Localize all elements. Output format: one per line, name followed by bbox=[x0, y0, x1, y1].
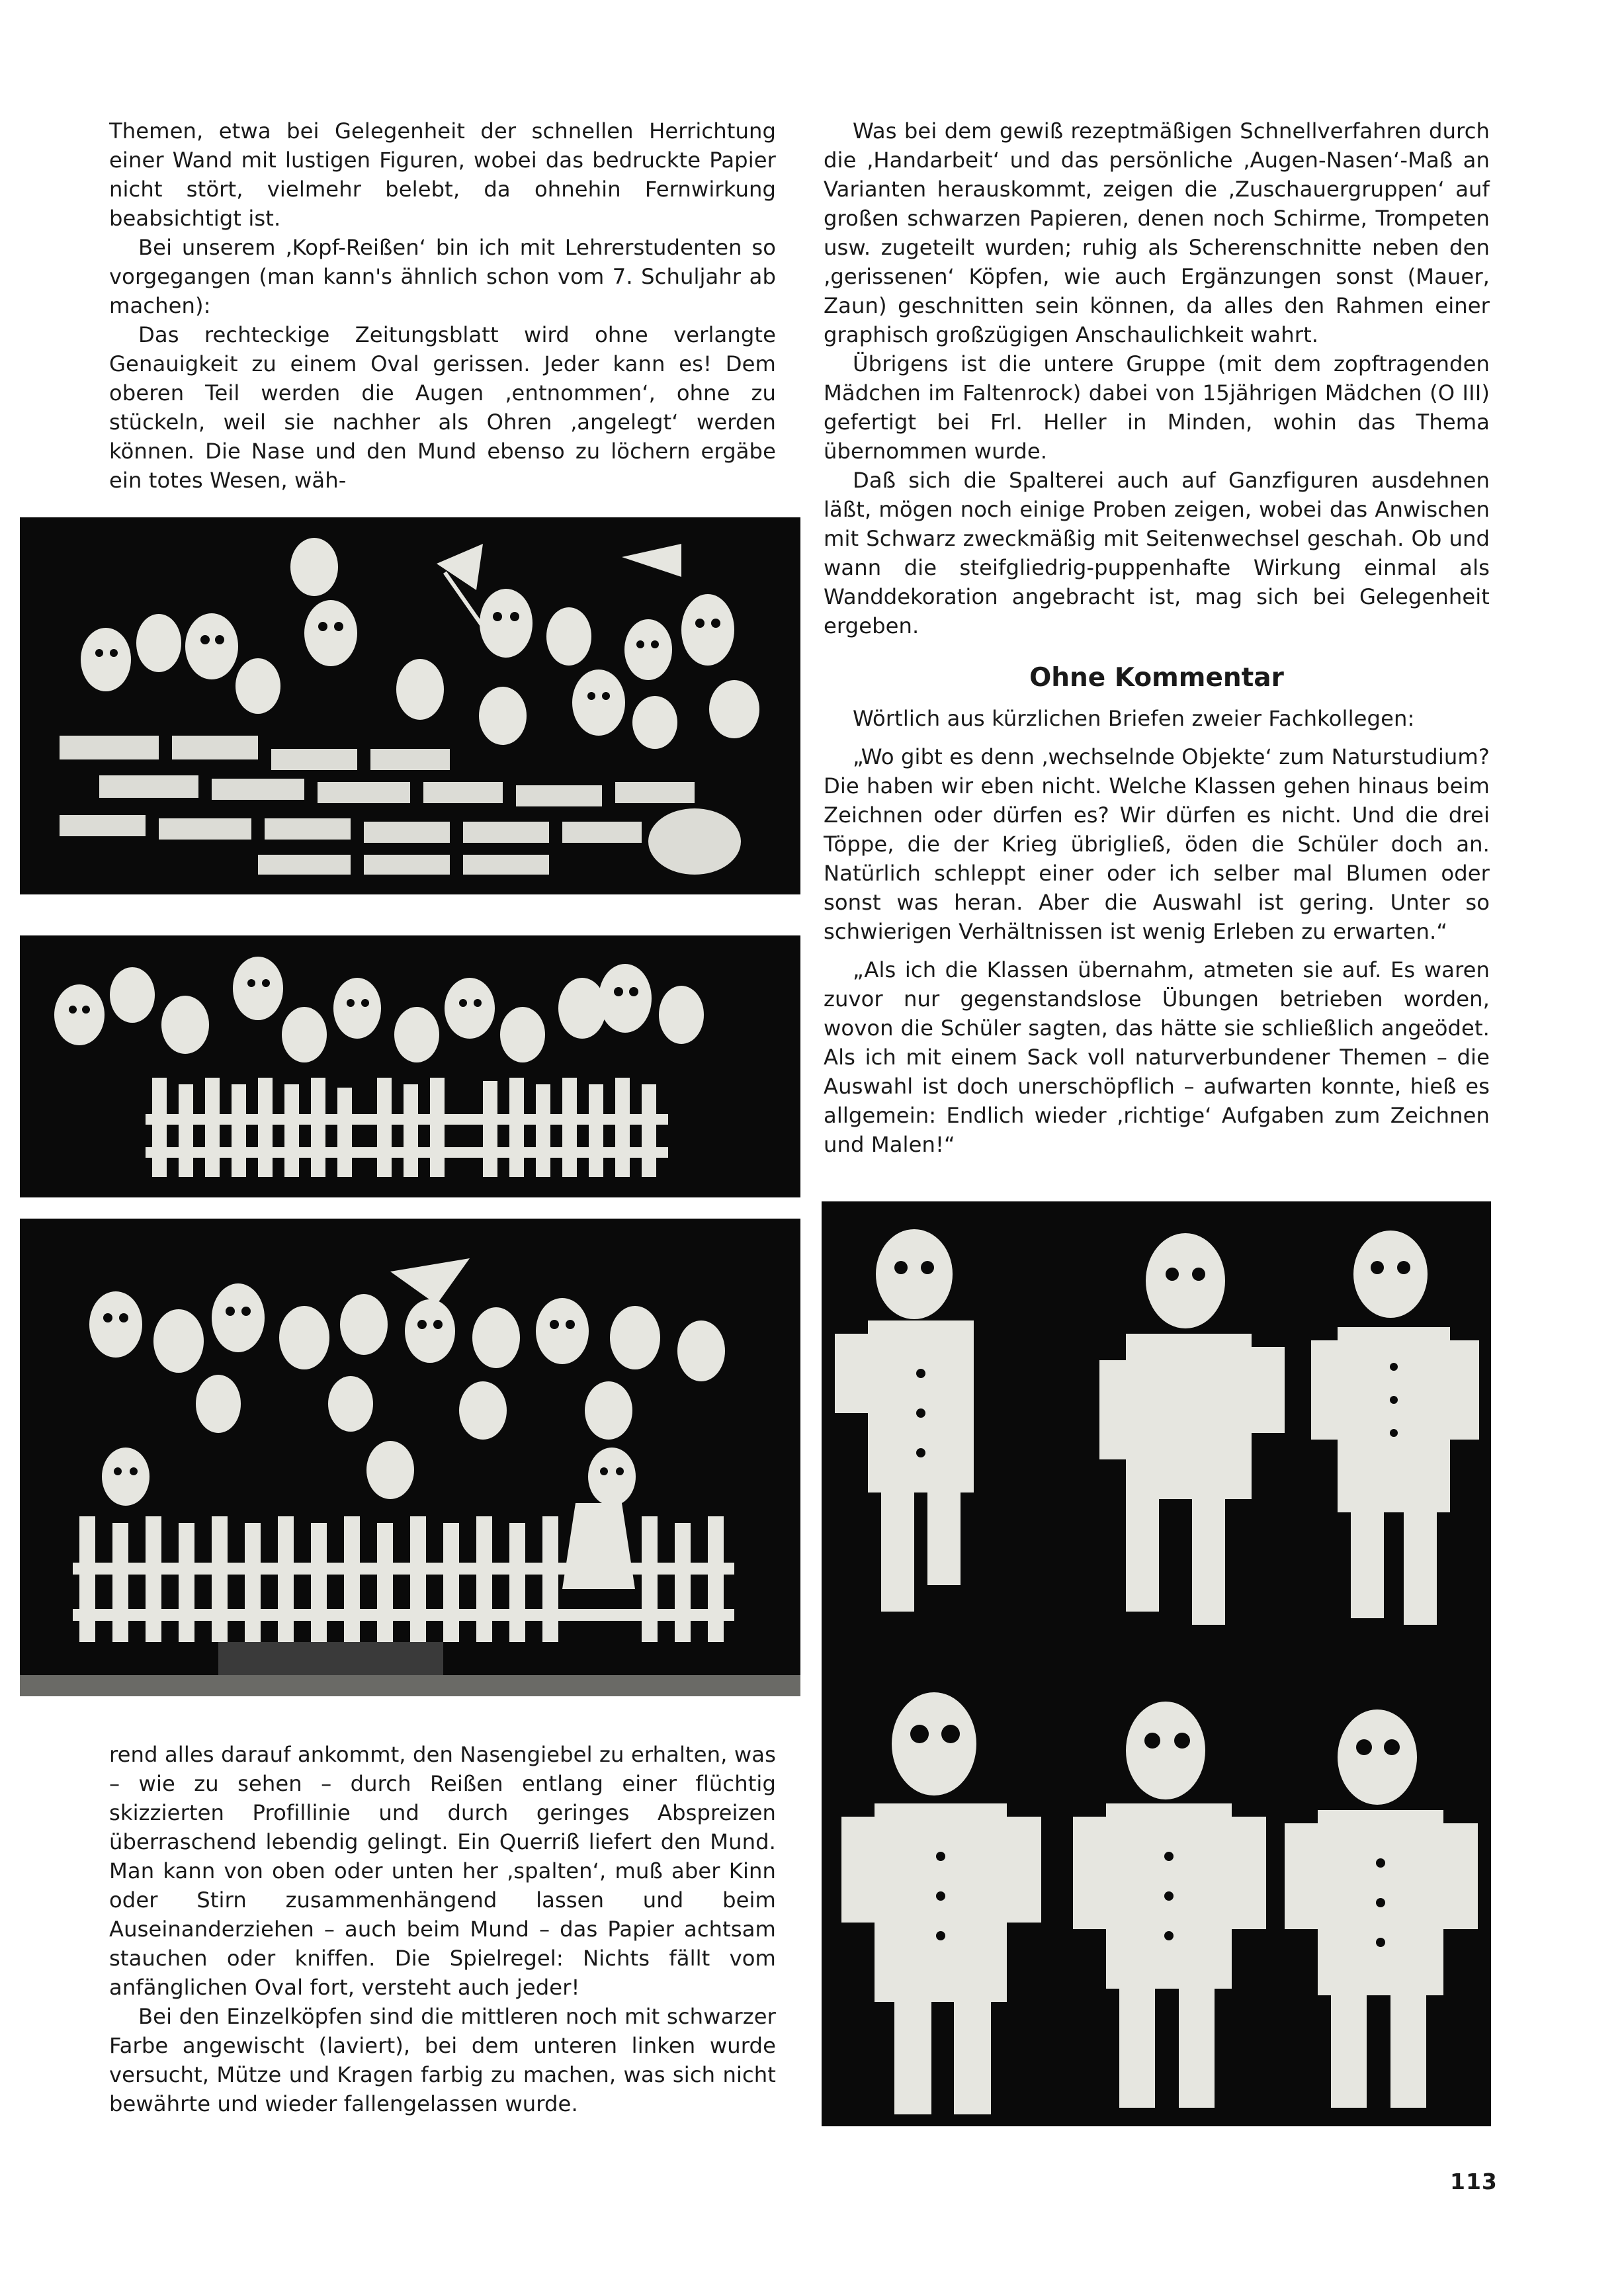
paragraph: Bei unserem ‚Kopf-Reißen‘ bin ich mit Lehrerstudenten so vorgegangen (man kann's ähnlich schon vom 7. Schuljahr ab machen): bbox=[109, 235, 776, 318]
intro-line: Wörtlich aus kürzlichen Briefen zweier Fachkollegen: bbox=[853, 706, 1415, 731]
paragraph: Was bei dem gewiß rezeptmäßigen Schnellverfahren durch die ‚Handarbeit‘ und das persönliche ‚Augen-Nasen‘-Maß an Varianten herauskommt, zeigen die ‚Zuschauergruppen‘ auf großen schwarzen Papieren, denen noch Schirme, Trompeten usw. zugeteilt wurden; ruhig als Scherenschnitte neben den ‚gerissenen‘ Köpfen, wie auch Ergänzungen sonst (Mauer, Zaun) geschnitten sein können, da alles den Rahmen einer graphisch großzügigen Anschaulichkeit wahrt. bbox=[824, 118, 1490, 347]
right-column bbox=[824, 116, 1490, 1159]
left-column-bottom bbox=[109, 1740, 776, 2118]
paragraph: Übrigens ist die untere Gruppe (mit dem zopftragenden Mädchen im Faltenrock) dabei von 15jährigen Mädchen (O III) gefertigt bei Frl. Heller in Minden, wohin das Thema übernommen wurde. bbox=[824, 351, 1490, 464]
paragraph: Das rechteckige Zeitungsblatt wird ohne verlangte Genauigkeit zu einem Oval gerissen. Jeder kann es! Dem oberen Teil werden die Augen ‚entnommen‘, ohne zu stückeln, weil sie nachher als Ohren ‚angelegt‘ werden können. Die Nase und den Mund ebenso zu löchern ergäbe ein totes Wesen, wäh- bbox=[109, 322, 776, 493]
quote-paragraph: „Als ich die Klassen übernahm, atmeten sie auf. Es waren zuvor nur gegenstandslose Übungen betrieben worden, wovon die Schüler sagten, das hätte sie schließlich angeödet. Als ich mit einem Sack voll naturverbundener Themen – die Auswahl ist doch unerschöpflich – aufwarten konnte, hieß es allgemein: Endlich wieder ‚richtige‘ Aufgaben zum Zeichnen und Malen!“ bbox=[824, 957, 1490, 1157]
section-heading: Ohne Kommentar bbox=[1029, 663, 1284, 693]
photo-faces-girls-illustration bbox=[20, 1219, 800, 1696]
paragraph: Themen, etwa bei Gelegenheit der schnellen Herrichtung einer Wand mit lustigen Figuren, wobei das bedruckte Papier nicht stört, vielmehr belebt, da ohnehin Fernwirkung beabsichtigt ist. bbox=[109, 118, 776, 231]
photo-full-figures-illustration bbox=[822, 1201, 1491, 2126]
page-number: 113 bbox=[1450, 2169, 1498, 2194]
quote-paragraph: „Wo gibt es denn ‚wechselnde Objekte‘ zum Naturstudium? Die haben wir eben nicht. Welche Klassen gehen hinaus beim Zeichnen oder dürfen es? Wir dürfen es nicht. Und die drei Töppe, die der Krieg übrigließ, öden die Schüler doch an. Natürlich schleppt einer oder ich selber mal Blumen oder sonst was heran. Aber die Auswahl ist gering. Unter so schwierigen Verhältnissen ist wenig Erleben zu erwarten.“ bbox=[824, 744, 1490, 944]
photo-faces-fence-crowd bbox=[20, 935, 800, 1197]
photo-faces-wall-illustration bbox=[20, 517, 800, 894]
paragraph: Bei den Einzelköpfen sind die mittleren noch mit schwarzer Farbe angewischt (laviert), bei dem unteren linken wurde versucht, Mütze und Kragen farbig zu machen, was sich nicht bewährte und wieder fallengelassen wurde. bbox=[109, 2004, 776, 2116]
photo-full-figures bbox=[822, 1201, 1491, 2126]
photo-faces-wall-crowd bbox=[20, 517, 800, 894]
left-column-top bbox=[109, 116, 776, 495]
photo-faces-fence-illustration bbox=[20, 935, 800, 1197]
paragraph: Daß sich die Spalterei auch auf Ganzfiguren ausdehnen läßt, mögen noch einige Proben zeigen, wobei das Anwischen mit Schwarz zweckmäßig mit Seitenwechsel geschah. Ob und wann die steifgliedrig-puppenhafte Wirkung einmal als Wanddekoration angebracht ist, mag sich bei Gelegenheit ergeben. bbox=[824, 468, 1490, 638]
photo-faces-girls-group bbox=[20, 1219, 800, 1696]
paragraph: rend alles darauf ankommt, den Nasengiebel zu erhalten, was – wie zu sehen – durch Reißen entlang einer flüchtig skizzierten Profillinie und durch geringes Abspreizen überraschend lebendig gelingt. Ein Querriß liefert den Mund. Man kann von oben oder unten her ‚spalten‘, muß aber Kinn oder Stirn zusammenhängend lassen und beim Auseinanderziehen – auch beim Mund – das Papier achtsam stauchen oder kniffen. Die Spielregel: Nichts fällt vom anfänglichen Oval fort, versteht auch jeder! bbox=[109, 1742, 776, 2000]
